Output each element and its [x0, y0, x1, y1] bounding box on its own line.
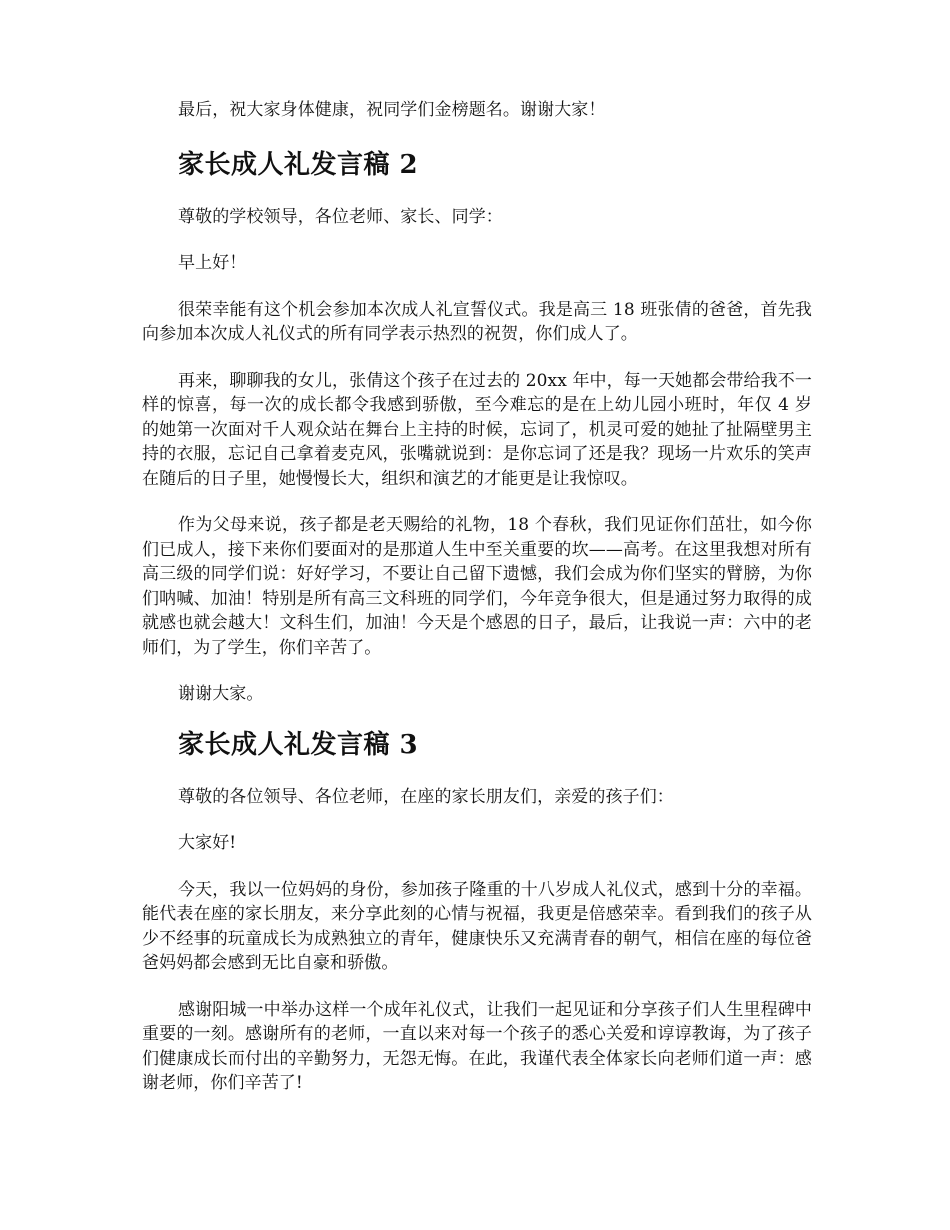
section-2-morning: 早上好！ — [178, 253, 247, 273]
section-3-title: 家长成人礼发言稿 3 — [178, 729, 419, 760]
section-3-paragraph-2: 感谢阳城一中举办这样一个成年礼仪式，让我们一起见证和分享孩子们人生里程碑中重要的一刻。感谢所有的老师，一直以来对每一个孩子的悉心关爱和谆谆教诲，为了孩子们健康成长而付出的辛勤努力，无怨无悔。在此，我谨代表全体家长向老师们道一声：感谢老师，你们辛苦了! — [142, 999, 812, 1093]
section-2-paragraph-2: 再来，聊聊我的女儿，张倩这个孩子在过去的 20xx 年中，每一天她都会带给我不一样的惊喜，每一次的成长都令我感到骄傲，至今难忘的是在上幼儿园小班时，年仅 4 岁的她第一次面对千人观众站在舞台上主持的时候，忘词了，机灵可爱的她扯了扯隔壁男主持的衣服，忘记自己拿着麦克风，张嘴就说到：是你忘词了还是我？现场一片欢乐的笑声在随后的日子里，她慢慢长大，组织和演艺的才能更是让我惊叹。 — [142, 370, 812, 489]
section-2-title: 家长成人礼发言稿 2 — [178, 149, 419, 180]
section-2-thanks: 谢谢大家。 — [178, 684, 264, 704]
section-3-hello: 大家好! — [178, 833, 237, 853]
document-page — [142, 92, 812, 1096]
section-3-greeting: 尊敬的各位领导、各位老师，在座的家长朋友们，亲爱的孩子们： — [178, 786, 674, 807]
section-3-paragraph-1: 今天，我以一位妈妈的身份，参加孩子隆重的十八岁成人礼仪式，感到十分的幸福。能代表在座的家长朋友，来分享此刻的心情与祝福，我更是倍感荣幸。看到我们的孩子从少不经事的玩童成长为成熟独立的青年，健康快乐又充满青春的朝气，相信在座的每位爸爸妈妈都会感到无比自豪和骄傲。 — [142, 879, 812, 973]
section-2-greeting: 尊敬的学校领导，各位老师、家长、同学： — [178, 206, 503, 227]
section-2-paragraph-1: 很荣幸能有这个机会参加本次成人礼宣誓仪式。我是高三 18 班张倩的爸爸，首先我向参加本次成人礼仪式的所有同学表示热烈的祝贺，你们成人了。 — [142, 299, 812, 344]
closing-paragraph: 最后，祝大家身体健康，祝同学们金榜题名。谢谢大家！ — [178, 100, 606, 120]
section-2-paragraph-3: 作为父母来说，孩子都是老天赐给的礼物，18 个春秋，我们见证你们茁壮，如今你们已成人，接下来你们要面对的是那道人生中至关重要的坎——高考。在这里我想对所有高三级的同学们说：好好学习，不要让自己留下遗憾，我们会成为你们坚实的臂膀，为你们呐喊、加油！特别是所有高三文科班的同学们，今年竞争很大，但是通过努力取得的成就感也就会越大！文科生们，加油！今天是个感恩的日子，最后，让我说一声：六中的老师们，为了学生，你们辛苦了。 — [142, 515, 812, 658]
